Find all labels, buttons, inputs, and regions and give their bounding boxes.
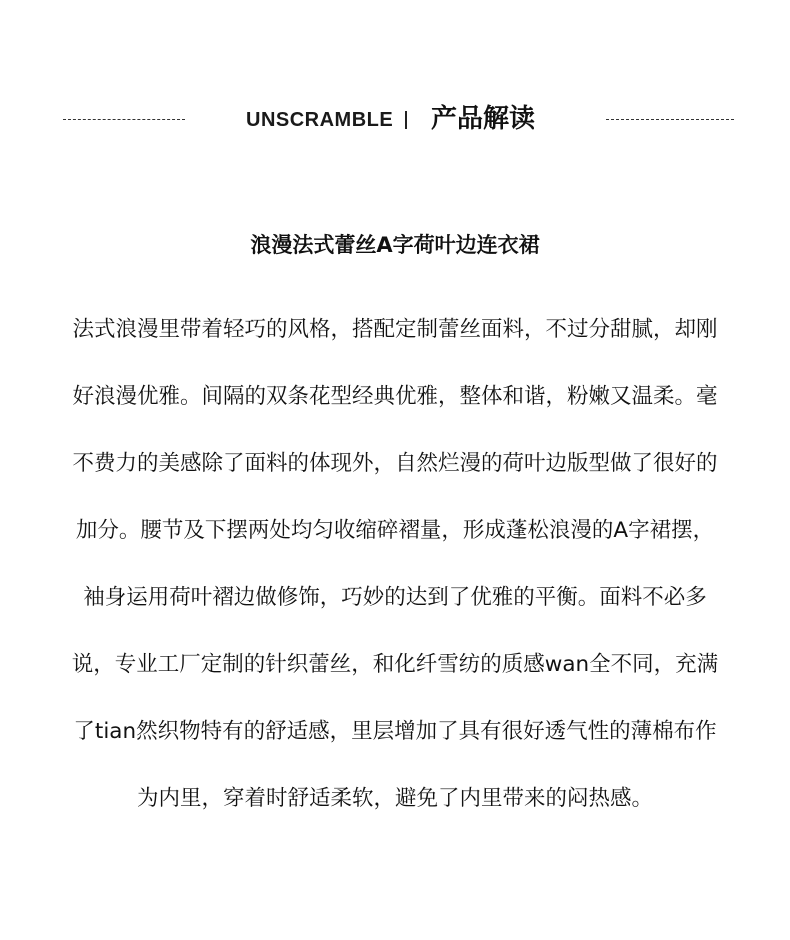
description-line: 为内里，穿着时舒适柔软，避免了内里带来的闷热感。 [136,786,653,811]
description-line: 加分。腰节及下摆两处均匀收缩碎褶量，形成蓬松浪漫的A字裙摆， [75,518,715,543]
description-line: 好浪漫优雅。间隔的双条花型经典优雅，整体和谐，粉嫩又温柔。毫 [72,384,718,409]
description-body [30,313,760,849]
description-line: 了tian然织物特有的舒适感，里层增加了具有很好透气性的薄棉布作 [73,719,717,744]
description-line: 说，专业工厂定制的针织蕾丝，和化纤雪纺的质感wan全不同，充满 [71,652,719,677]
description-line: 不费力的美感除了面料的体现外，自然烂漫的荷叶边版型做了很好的 [72,451,718,476]
description-line: 法式浪漫里带着轻巧的风格，搭配定制蕾丝面料，不过分甜腻，却刚 [72,317,718,342]
header-separator [405,111,407,129]
left-dashed-divider [63,119,185,120]
description-line: 袖身运用荷叶褶边做修饰，巧妙的达到了优雅的平衡。面料不必多 [83,585,707,610]
section-header [0,100,790,140]
product-title: 浪漫法式蕾丝A字荷叶边连衣裙 [250,233,540,257]
header-chinese-label: 产品解读 [431,104,536,134]
header-english-label: UNSCRAMBLE [246,109,394,131]
right-dashed-divider [606,119,734,120]
